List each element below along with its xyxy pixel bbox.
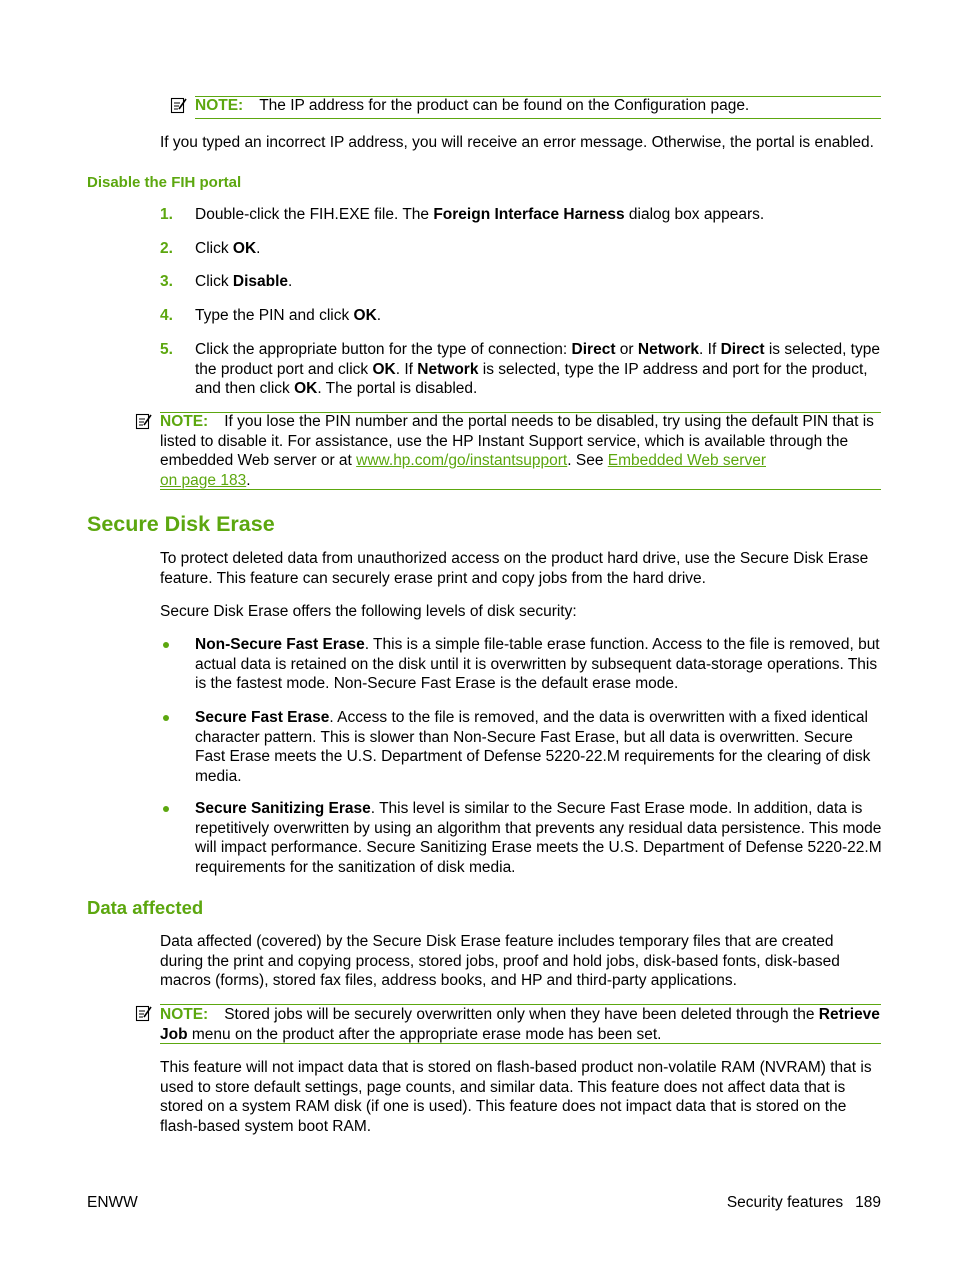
bullet-term: Secure Sanitizing Erase [195, 800, 371, 817]
step-text: is selected, type the product port and click [195, 341, 880, 378]
note2-text: If you lose the PIN number and the portal needs to be disabled, try using the default PIN that is listed to disable it. For assistance, use the HP Instant Support service, which is available through the embedded Web server or at [160, 413, 874, 469]
step-text: . [288, 273, 293, 290]
note1 [195, 96, 881, 116]
step-text: or [615, 341, 638, 358]
step-number: 4. [160, 307, 173, 324]
step-bold: Network [417, 360, 479, 378]
step-text: Click [195, 273, 233, 290]
step-text: Type the PIN and click [195, 307, 354, 324]
step-number: 1. [160, 206, 173, 223]
step-bold: Network [637, 341, 700, 358]
paragraph-data-affected: Data affected (covered) by the Secure Disk Erase feature includes temporary files that are created during the print and copying process, stored jobs, proof and hold jobs, disk-based fonts, disk-based macros (forms), stored fax files, address books, and HP and third-party applications. [160, 933, 840, 989]
step-bold: Disable [232, 273, 289, 290]
embedded-web-server-link[interactable]: Embedded Web server [607, 452, 766, 469]
page-number: 189 [855, 1194, 881, 1211]
step-number: 3. [160, 273, 173, 290]
step-4-text [195, 306, 881, 326]
note1-text: The IP address for the product can be found on the Configuration page. [259, 97, 750, 114]
bullet-secure-sanitizing-erase [195, 799, 885, 877]
bullet-secure-fast-erase [195, 708, 885, 786]
step-number: 2. [160, 240, 173, 257]
step-2-text [195, 239, 881, 259]
note3 [160, 1005, 881, 1044]
note3-bottom-rule [160, 1043, 881, 1044]
step-5-text [195, 340, 883, 399]
step-text: . [376, 307, 382, 324]
bullet-text: . This is a simple file-table erase function. Access to the file is removed, but actual data is retained on the disk until it is overwritten by subsequent data-storage operations. This is the fastest mode. Non-Secure Fast Erase is the default erase mode. [195, 636, 880, 692]
note2-text: . See [567, 452, 608, 469]
heading-disable-fih-portal: Disable the FIH portal [87, 174, 242, 191]
footer-section: Security features [726, 1194, 844, 1211]
step-text: Double-click the FIH.EXE file. The [195, 206, 434, 223]
bullet-dot [163, 715, 169, 721]
footer-right [727, 1193, 881, 1213]
note2-text: . [246, 471, 251, 489]
step-bold: Direct [571, 341, 616, 358]
bullet-text: . Access to the file is removed, and the data is overwritten with a fixed identical character pattern. This is slower than Non-Secure Fast Erase, but all data is overwritten. Secure Fast Erase meets the U.S. Department of Defense 5220-22.M requirements for the clearing of disk media. [195, 709, 871, 785]
page-183-link[interactable]: on page 183 [160, 471, 247, 489]
step-bold: OK [353, 307, 377, 324]
note3-bold: Retrieve Job [160, 1006, 880, 1043]
step-number: 5. [160, 341, 173, 358]
step-1-text [195, 205, 881, 225]
note2-label: NOTE: [160, 413, 209, 430]
paragraph-protect: To protect deleted data from unauthorized access on the product hard drive, use the Secure Disk Erase feature. This feature can securely erase print and copy jobs from the hard drive. [160, 550, 869, 587]
note3-label: NOTE: [160, 1006, 209, 1023]
note-icon [170, 96, 188, 114]
note3-text: menu on the product after the appropriate erase mode has been set. [187, 1025, 662, 1043]
step-bold: OK [232, 240, 257, 257]
note1-bottom-rule [195, 118, 881, 119]
note2-bottom-rule [160, 489, 881, 490]
step-bold: Direct [720, 341, 765, 358]
note-icon [135, 412, 153, 430]
note2 [160, 412, 885, 490]
step-text: Click the appropriate button for the type of connection: [195, 341, 572, 358]
step-bold: OK [294, 380, 318, 397]
heading-secure-disk-erase: Secure Disk Erase [87, 512, 275, 536]
step-text: . If [395, 360, 418, 378]
bullet-text: . This level is similar to the Secure Fast Erase mode. In addition, data is repetitively overwritten by using an algorithm that prevents any residual data persistence. This mode will impact performance. Secure Sanitizing Erase meets the U.S. Department of Defense 5220-22.M requirements for the sanitization of disk media. [195, 800, 882, 876]
step-text: is selected, type the IP address and port for the product, and then click [195, 360, 868, 397]
step-text: . If [699, 341, 721, 358]
note1-label: NOTE: [195, 97, 244, 114]
bullet-non-secure-fast-erase [195, 635, 885, 694]
note-icon [135, 1004, 153, 1022]
footer-left: ENWW [87, 1194, 138, 1211]
bullet-dot [163, 642, 169, 648]
paragraph-levels: Secure Disk Erase offers the following levels of disk security: [160, 603, 577, 620]
step-text: dialog box appears. [624, 206, 765, 223]
note3-text: Stored jobs will be securely overwritten only when they have been deleted through the [224, 1006, 819, 1023]
paragraph-nvram: This feature will not impact data that is stored on flash-based product non-volatile RAM (NVRAM) that is used to store default settings, page counts, and similar data. This feature does not affect data that is stored on a system RAM disk (if one is used). This feature does not impact data that is stored on the flash-based system boot RAM. [160, 1059, 872, 1135]
instant-support-link[interactable]: www.hp.com/go/instantsupport [356, 452, 568, 469]
heading-data-affected: Data affected [87, 897, 204, 918]
bullet-term: Non-Secure Fast Erase [195, 636, 365, 653]
step-bold: Foreign Interface Harness [433, 206, 625, 223]
bullet-term: Secure Fast Erase [195, 709, 330, 726]
paragraph-incorrect-ip: If you typed an incorrect IP address, you will receive an error message. Otherwise, the portal is enabled. [160, 134, 874, 151]
step-bold: OK [372, 360, 396, 378]
step-3-text [195, 272, 881, 292]
step-text: Click [195, 240, 233, 257]
step-text: . [256, 240, 261, 257]
bullet-dot [163, 806, 169, 812]
step-text: . The portal is disabled. [317, 380, 478, 397]
